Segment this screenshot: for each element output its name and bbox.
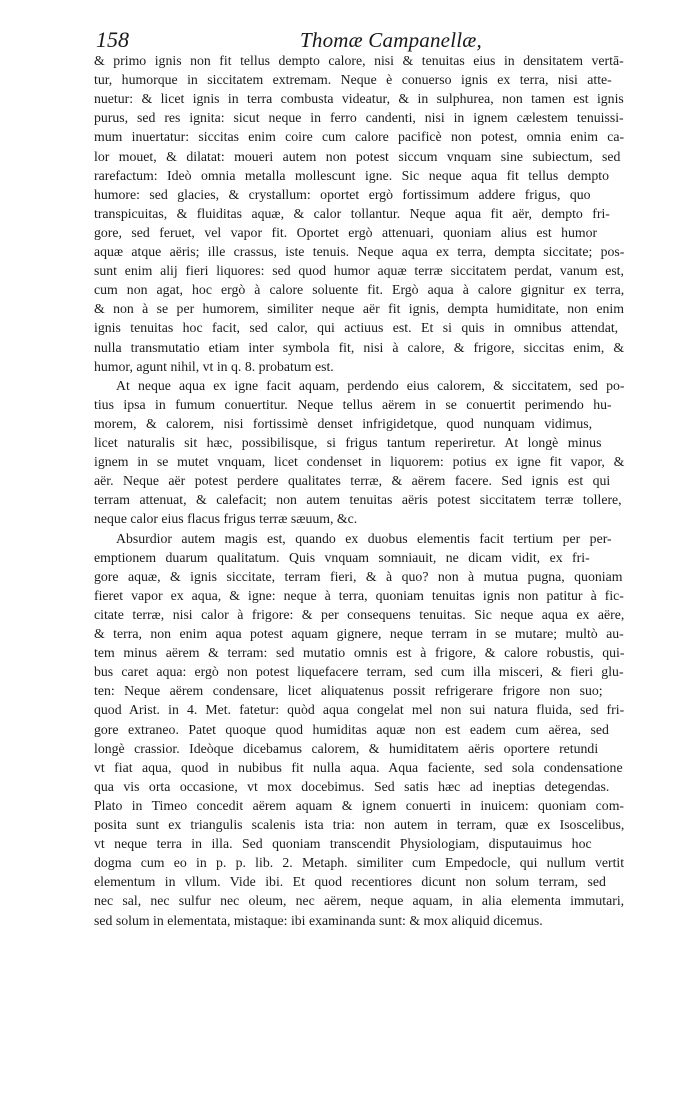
text-line: morem, & calorem, nisi fortissimè denset infrigidetque, quod nunquam vidimus, (94, 415, 593, 431)
text-line: humor, agunt nihil, vt in q. 8. probatum est. (94, 358, 334, 374)
text-line: ten: Neque aërem condensare, licet aliquatenus possit refrigerare frigore non suo; (94, 683, 603, 699)
text-line: qua vis orta occasione, vt mox docebimus. Sed satis hæc ad ineptias detegendas. (94, 778, 610, 794)
text-line: gore, sed feruet, vel vapor fit. Oportet ergò attenuari, quoniam alius est humor (94, 224, 598, 240)
text-line: elementum in vllum. Vide ibi. Et quod recentiores dicunt non solum terram, sed (94, 874, 606, 890)
text-line: longè crassior. Ideòque dicebamus calorem, & humiditatem aëris oportere retundi (94, 740, 599, 756)
text-line: tem minus aërem & terram: sed mutatio omnis est à frigore, & calore robustis, qui- (94, 645, 625, 661)
text-line: fieret vapor ex aqua, & igne: neque à terra, quoniam tenuitas ignis non patitur à fic- (94, 587, 624, 603)
text-line: emptionem duarum qualitatum. Quis vnquam somniauit, ne dicam vidit, ex fri- (94, 549, 590, 565)
text-line: ignis tenuitas hoc facit, sed calor, qui actiuus est. Et si quis in omnibus attendat, (94, 320, 619, 336)
text-line: vt neque terra in illa. Sed quoniam transcendit Physiologiam, disputauimus hoc (94, 836, 592, 852)
text-line: tius ipsa in fumum conuertitur. Neque tellus aërem in se conuertit perimendo hu- (94, 396, 612, 412)
text-line: gore extraneo. Patet quoque quod humiditas aquæ non est eadem cum aërea, sed (94, 721, 609, 737)
page-header (0, 26, 687, 54)
text-line: gore aquæ, & ignis siccitate, terram fieri, & à quo? non à mutua pugna, quoniam (94, 568, 623, 584)
text-line: nuetur: & licet ignis in terra combusta videatur, & in sulphurea, non tamen est ignis (94, 91, 624, 107)
text-line: Absurdior autem magis est, quando ex duobus elementis facit tertium per per- (116, 530, 612, 546)
text-line: At neque aqua ex igne facit aquam, perdendo eius calorem, & siccitatem, sed po- (116, 377, 625, 393)
text-line: neque calor eius flacus frigus terræ sæuum, &c. (94, 511, 358, 527)
text-line: lor mouet, & dilatat: moueri autem non potest siccum vnquam sine subiectum, sed (94, 148, 621, 164)
text-line: posita sunt ex triangulis scalenis ista tria: non autem in terram, quæ ex Isoscelibus, (94, 817, 625, 832)
text-line: sed solum in elementata, mistaque: ibi examinanda sunt: & mox aliquid dicemus. (94, 912, 543, 928)
text-line: rarefactum: Ideò omnia metalla mollescunt igne. Sic neque aqua fit tellus dempto (94, 167, 610, 183)
text-line: terram attenuat, & calefacit; non autem tenuitas aëris potest siccitatem terræ tollere, (94, 492, 622, 508)
text-line: citate terræ, nisi calor à frigore: & per consequens tenuitas. Sic neque aqua ex aëre, (94, 606, 625, 622)
text-line: tur, humorque in siccitatem extremam. Neque è conuerso ignis ex terra, nisi atte- (94, 72, 612, 88)
text-line: & primo ignis non fit tellus dempto calore, nisi & tenuitas eius in densitatem vertā- (94, 53, 624, 68)
text-line: transpicuitas, & fluiditas aquæ, & calor tollantur. Neque aqua fit aër, dempto fri- (94, 205, 610, 221)
text-line: nec sal, nec sulfur nec oleum, nec aërem, neque aquam, in alia elementa immutari, (94, 893, 625, 909)
text-line: aër. Neque aër potest perdere qualitates terræ, & aërem facere. Sed ignis est qui (94, 473, 611, 489)
text-line: sunt enim alij fieri liquores: sed quod humor aquæ terræ siccitatem perdat, vanum est, (94, 263, 624, 279)
running-title: Thomæ Campanellæ, (300, 28, 482, 52)
text-line: aquæ atque aëris; ille crassus, iste tenuis. Neque aqua ex terra, dempta siccitate; pos- (94, 244, 625, 259)
text-line: nulla transmutatio etiam inter symbola fit, nisi à calore, & frigore, siccitas enim, & (94, 339, 625, 355)
text-line: licet naturalis sit hæc, possibilisque, si frigus tantum reperiretur. At longè minus (94, 435, 602, 450)
text-line: Plato in Timeo concedit aërem aquam & ignem conuerti in inuicem: quoniam com- (94, 797, 625, 813)
text-line: humore: sed glacies, & crystallum: oportet ergò fortissimum addere frigus, quo (94, 186, 591, 202)
text-line: & terra, non enim aqua potest aquam gignere, neque terram in se mutare; multò au- (94, 626, 624, 641)
text-line: quod Arist. in 4. Met. fatetur: quòd aqua congelat mel non sui natura fluida, sed fri- (94, 702, 625, 718)
page-number: 158 (96, 27, 129, 52)
text-line: ignem in se mutet vnquam, licet condenset in liquorem: potius ex igne fit vapor, & (94, 454, 625, 470)
text-line: bus caret aqua: ergò non potest liquefacere terram, sed cum illa misceri, & fieri glu- (94, 664, 624, 680)
text-line: dogma cum eo in p. p. lib. 2. Metaph. similiter cum Empedocle, qui nullum vertit (94, 855, 625, 871)
text-line: vt fiat aqua, quod in nubibus fit nulla aqua. Aqua faciente, sed sola condensatione (94, 759, 623, 775)
text-line: & non à se per humorem, similiter neque aër fit ignis, dempta humiditate, non enim (94, 301, 624, 317)
text-line: purus, sed res ignita: sicut neque in ferro candenti, nisi in ignem cælestem tenuissi- (94, 110, 624, 126)
text-line: mum inuertatur: siccitas enim coire cum calore pacificè non potest, omnia enim ca- (94, 129, 625, 145)
text-line: cum non agat, hoc ergò à calore soluente fit. Ergò aqua à calore gignitur ex terra, (94, 282, 625, 298)
